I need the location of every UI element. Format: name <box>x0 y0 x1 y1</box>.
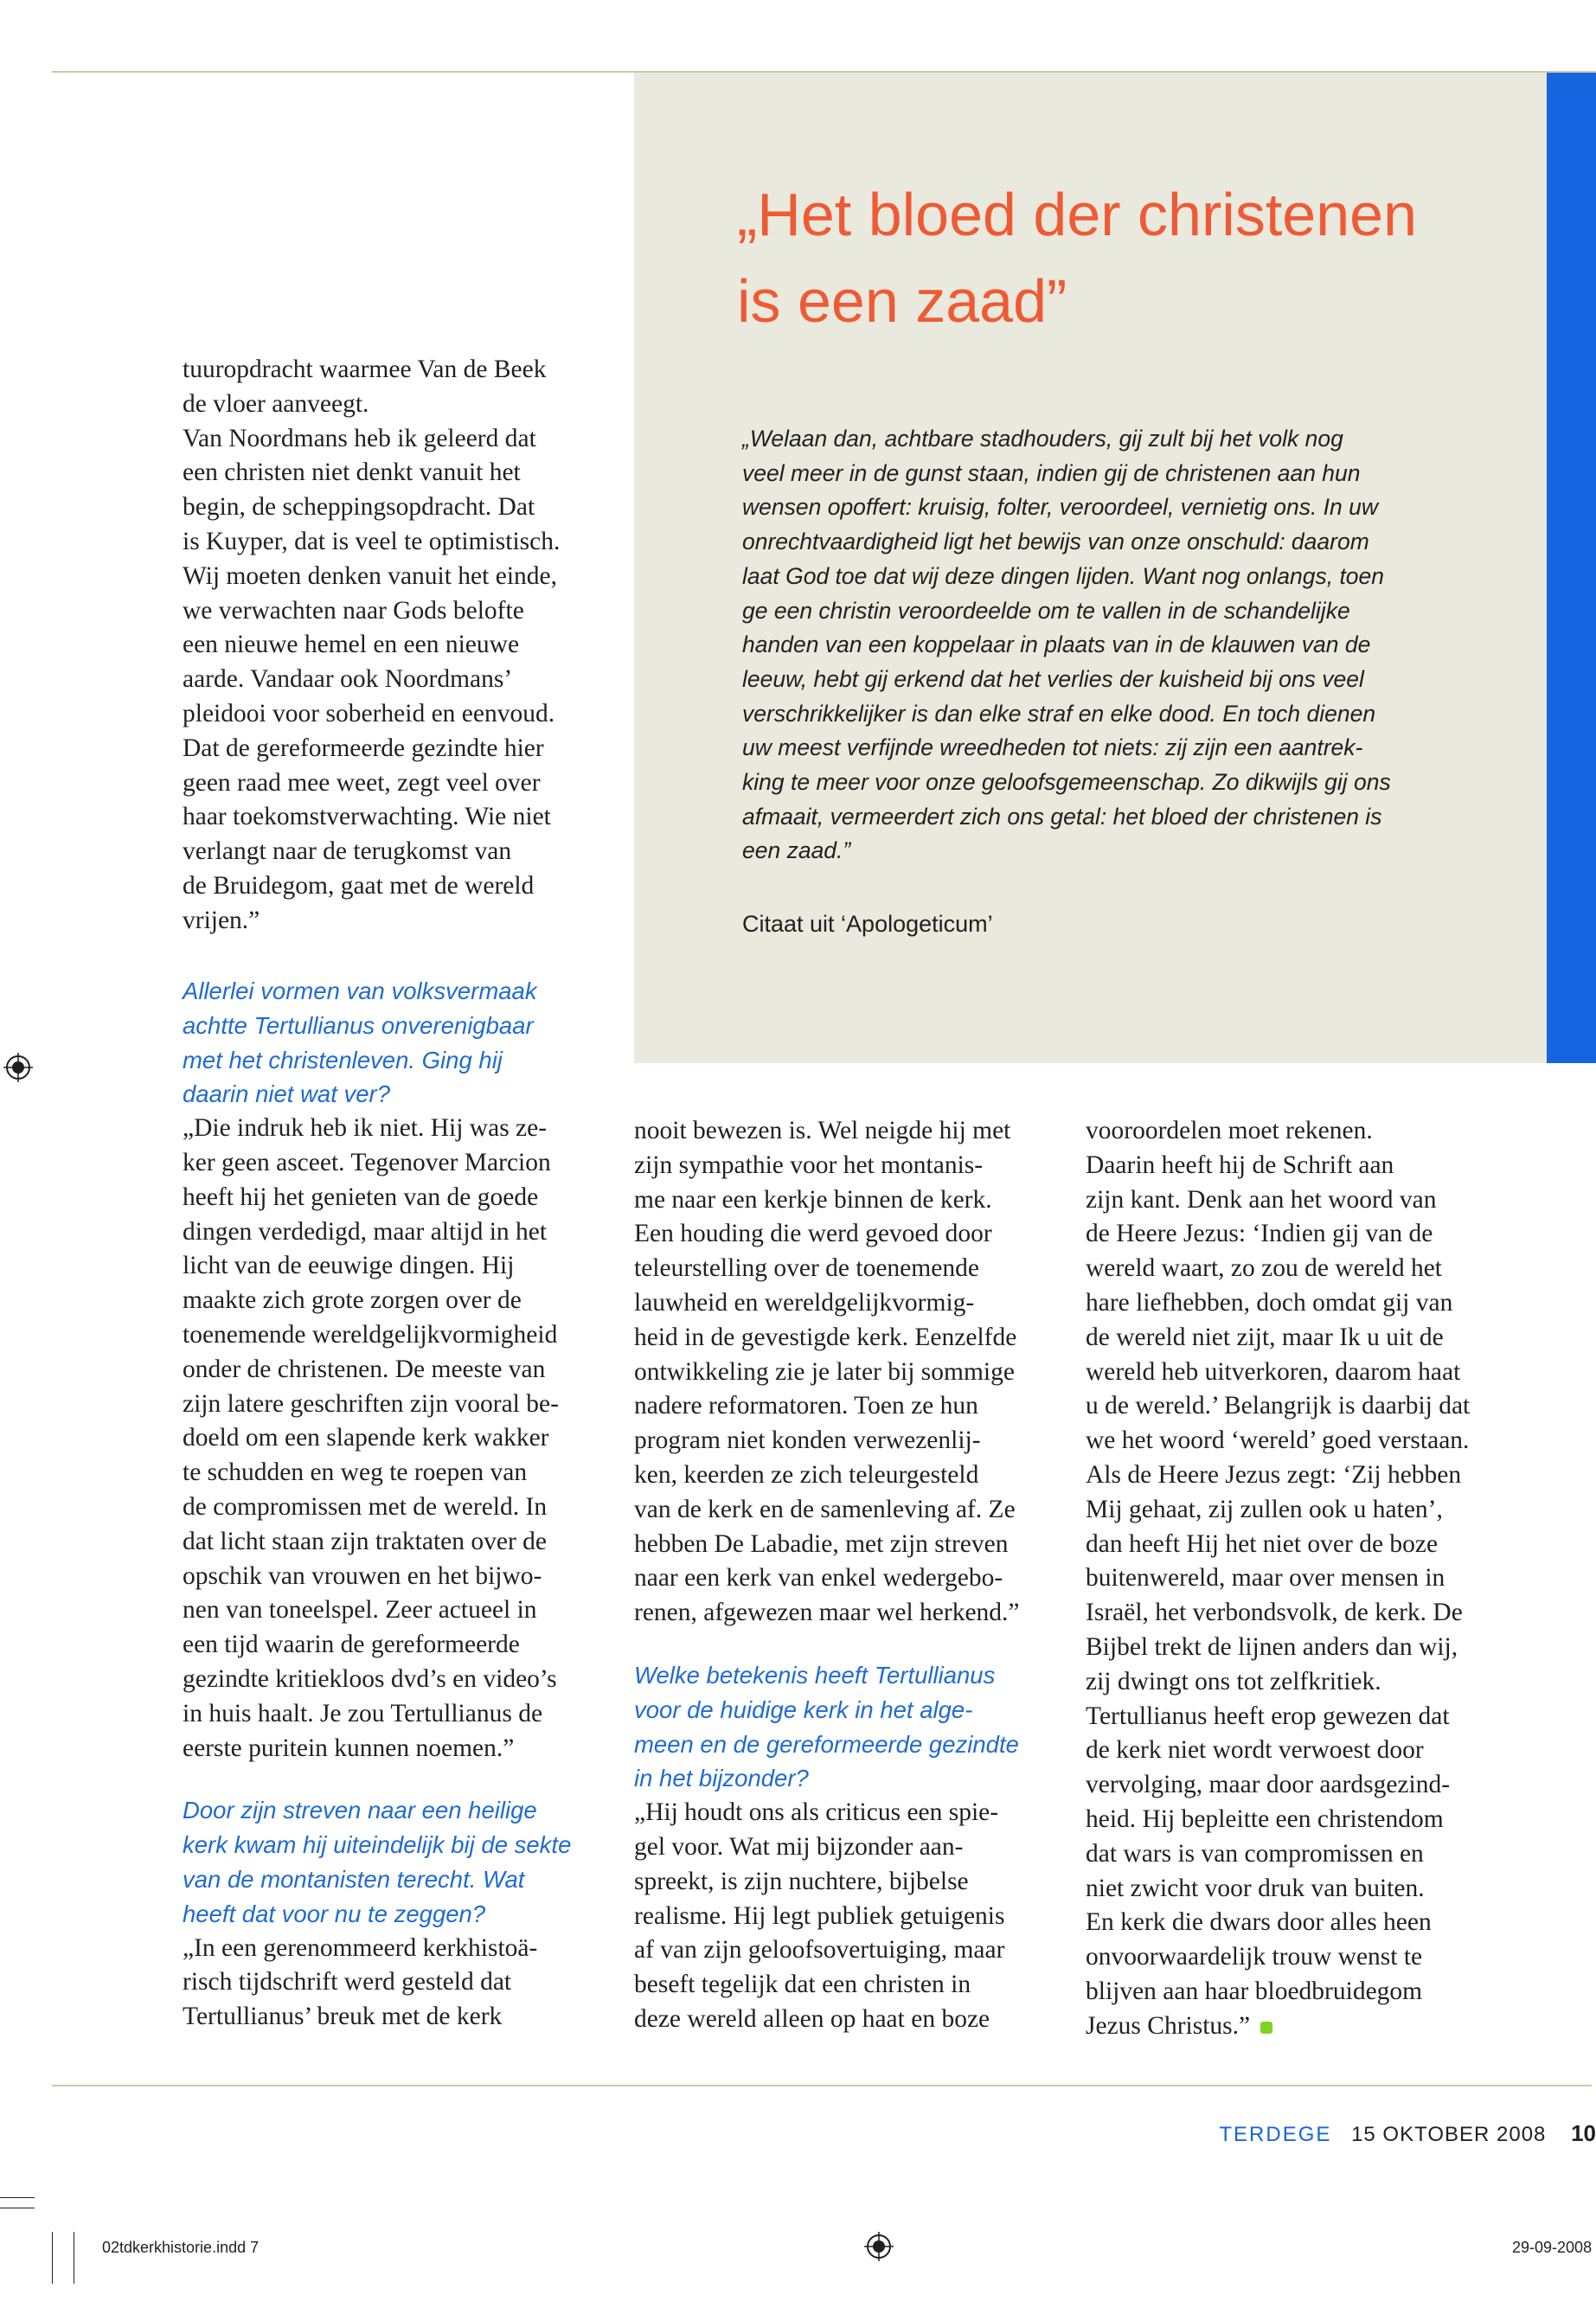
interview-answer <box>634 1796 1067 2037</box>
text-line: eerste puritein kunnen noemen.” <box>183 1734 515 1762</box>
text-line: te schudden en weg te roepen van <box>183 1458 528 1487</box>
text-line: toenemende wereldgelijkvormigheid <box>183 1320 558 1349</box>
text-line: hare liefhebben, doch omdat gij van <box>1086 1288 1453 1317</box>
text-line: in huis haalt. Je zou Tertullianus de <box>183 1699 543 1727</box>
text-line: een zaad.” <box>742 837 851 864</box>
crop-mark <box>52 2232 53 2284</box>
crop-mark <box>0 2197 35 2198</box>
text-line: buitenwereld, maar over mensen in <box>1086 1564 1445 1593</box>
text-line: lauwheid en wereldgelijkvormig- <box>634 1288 975 1317</box>
text-line: pleidooi voor soberheid en eenvoud. <box>183 699 555 727</box>
interview-answer <box>183 1112 624 1766</box>
text-line: een christen niet denkt vanuit het <box>183 458 521 487</box>
text-line: ontwikkeling zie je later bij sommige <box>634 1357 1015 1386</box>
slug-date: 29-09-2008 <box>1512 2239 1593 2256</box>
text-line: veel meer in de gunst staan, indien gij de christenen aan hun <box>742 459 1361 486</box>
interview-answer <box>183 1932 624 2035</box>
registration-mark-icon <box>3 1053 33 1082</box>
text-line: En kerk die dwars door alles heen <box>1086 1908 1432 1937</box>
text-line: met het christenleven. Ging hij <box>183 1046 503 1074</box>
text-line: opschik van vrouwen en het bijwo- <box>183 1561 542 1590</box>
text-line: tuuropdracht waarmee Van de Beek <box>183 356 547 383</box>
text-line: Tertullianus’ breuk met de kerk <box>183 2003 503 2031</box>
slug-filename: 02tdkerkhistorie.indd 7 <box>102 2239 260 2256</box>
text-line: heeft hij het genieten van de goede <box>183 1183 539 1211</box>
text-line: nooit bewezen is. Wel neigde hij met <box>634 1117 1011 1144</box>
text-line: zijn kant. Denk aan het woord van <box>1086 1185 1437 1214</box>
text-line: voor de huidige kerk in het alge- <box>634 1695 973 1723</box>
text-line: hebben De Labadie, met zijn streven <box>634 1529 1009 1558</box>
text-line: geen raad mee weet, zegt veel over <box>183 768 541 797</box>
text-line: van de montanisten terecht. Wat <box>183 1865 525 1893</box>
text-line: teleurstelling over de toenemende <box>634 1254 979 1283</box>
text-line: renen, afgewezen maar wel herkend.” <box>634 1599 1020 1627</box>
text-line: wereld heb uitverkoren, daarom haat <box>1086 1357 1461 1386</box>
sidebar-title-line: is een zaad” <box>737 267 1067 335</box>
text-line: wereld waart, zo zou de wereld het <box>1086 1254 1442 1283</box>
text-line: me naar een kerkje binnen de kerk. <box>634 1185 992 1214</box>
text-line: onvoorwaardelijk trouw wenst te <box>1086 1943 1423 1971</box>
text-line: de wereld niet zijt, maar Ik u uit de <box>1086 1323 1444 1351</box>
text-line: gel voor. Wat mij bijzonder aan- <box>634 1832 964 1861</box>
sidebar-title <box>737 171 1516 344</box>
text-line: afmaait, vermeerdert zich ons getal: het bloed der christenen is <box>742 803 1382 830</box>
sidebar-title-line: „Het bloed der christenen <box>737 181 1417 248</box>
text-line: Welke betekenis heeft Tertullianus <box>634 1661 996 1689</box>
text-line: dat wars is van compromissen en <box>1086 1839 1424 1868</box>
text-line: kerk kwam hij uiteindelijk bij de sekte <box>183 1831 572 1859</box>
text-line: de Heere Jezus: ‘Indien gij van de <box>1086 1220 1433 1248</box>
text-line: Mij gehaat, zij zullen ook u haten’, <box>1086 1495 1443 1523</box>
text-line: aarde. Vandaar ook Noordmans’ <box>183 665 513 694</box>
interview-question <box>183 974 624 1112</box>
text-line: vrijen.” <box>183 906 260 934</box>
text-line: gezindte kritiekloos dvd’s en video’s <box>183 1664 557 1693</box>
text-line: Daarin heeft hij de Schrift aan <box>1086 1150 1394 1179</box>
text-line: een nieuwe hemel en een nieuwe <box>183 631 520 659</box>
interview-answer <box>634 1114 1067 1631</box>
text-line: beseft tegelijk dat een christen in <box>634 1971 971 1999</box>
issue-date: 15 OKTOBER 2008 <box>1351 2123 1547 2146</box>
sidebar-quote <box>742 422 1486 868</box>
text-line: heeft dat voor nu te zeggen? <box>183 1900 486 1927</box>
text-line: spreekt, is zijn nuchtere, bijbelse <box>634 1867 969 1895</box>
text-line: Wij moeten denken vanuit het einde, <box>183 561 557 590</box>
section-color-tab <box>1547 73 1596 1063</box>
text-line: realisme. Hij legt publiek getuigenis <box>634 1901 1005 1930</box>
text-line: deze wereld alleen op haat en boze <box>634 2004 990 2033</box>
registration-mark-icon <box>864 2232 894 2261</box>
text-line: ge een christin veroordeelde om te vallen in de schandelijke <box>742 597 1350 624</box>
text-line: een tijd waarin de gereformeerde <box>183 1631 520 1659</box>
text-line: blijven aan haar bloedbruidegom <box>1086 1977 1423 2005</box>
text-line: begin, de scheppingsopdracht. Dat <box>183 493 535 522</box>
end-of-article-icon <box>1260 2022 1272 2034</box>
text-line: u de wereld.’ Belangrijk is daarbij dat <box>1086 1392 1471 1420</box>
text-line: vervolging, maar door aardsgezind- <box>1086 1771 1451 1799</box>
text-line: in het bijzonder? <box>634 1765 809 1792</box>
text-line: we het woord ‘wereld’ goed verstaan. <box>1086 1426 1470 1455</box>
text-line: dan heeft Hij het niet over de boze <box>1086 1529 1439 1558</box>
text-line: achtte Tertullianus onverenigbaar <box>183 1011 534 1039</box>
text-line: de vloer aanveegt. <box>183 389 369 418</box>
text-line: onder de christenen. De meeste van <box>183 1355 546 1383</box>
text-line: de kerk niet wordt verwoest door <box>1086 1736 1424 1765</box>
text-line: niet zwicht voor druk van buiten. <box>1086 1874 1425 1902</box>
text-line: Bijbel trekt de lijnen anders dan wij, <box>1086 1632 1458 1661</box>
text-line: de compromissen met de wereld. In <box>183 1492 548 1521</box>
text-line: maakte zich grote zorgen over de <box>183 1286 522 1315</box>
text-line: Een houding die werd gevoed door <box>634 1220 992 1248</box>
text-line: king te meer voor onze geloofsgemeenschap. Zo dikwijls gij ons <box>742 769 1391 796</box>
column-3 <box>1086 1114 1522 2044</box>
text-line: Tertullianus heeft erop gewezen dat <box>1086 1702 1450 1730</box>
column-2 <box>634 1114 1067 2037</box>
text-line: handen van een koppelaar in plaats van in de klauwen van de <box>742 631 1371 658</box>
text-line: heid in de gevestigde kerk. Eenzelfde <box>634 1323 1017 1351</box>
text-line: Van Noordmans heb ik geleerd dat <box>183 424 536 452</box>
column-1-bottom <box>183 974 624 2035</box>
text-line: daarin niet wat ver? <box>183 1080 390 1108</box>
text-line: nen van toneelspel. Zeer actueel in <box>183 1596 537 1625</box>
text-line: meen en de gereformeerde gezindte <box>634 1730 1019 1758</box>
text-line: doeld om een slapende kerk wakker <box>183 1424 549 1452</box>
bottom-rule <box>52 2085 1592 2086</box>
text-line: de Bruidegom, gaat met de wereld <box>183 871 535 900</box>
text-line: ken, keerden ze zich teleurgesteld <box>634 1460 979 1489</box>
text-line: Jezus Christus.” <box>1086 2009 1522 2044</box>
page-footer <box>1219 2118 1596 2150</box>
text-line: Allerlei vormen van volksvermaak <box>183 977 537 1004</box>
magazine-brand: TERDEGE <box>1219 2123 1332 2146</box>
page-number: 10 <box>1571 2120 1596 2146</box>
text-line: „In een gerenommeerd kerkhistoä- <box>183 1933 538 1962</box>
text-line: af van zijn geloofsovertuiging, maar <box>634 1936 1005 1965</box>
text-line: dingen verdedigd, maar altijd in het <box>183 1217 548 1246</box>
text-line: Dat de gereformeerde gezindte hier <box>183 734 544 762</box>
text-line: „Welaan dan, achtbare stadhouders, gij zult bij het volk nog <box>742 426 1343 452</box>
text-line: zij dwingt ons tot zelfkritiek. <box>1086 1667 1381 1695</box>
text-line: vooroordelen moet rekenen. <box>1086 1117 1373 1144</box>
sidebar-source: Citaat uit ‘Apologeticum’ <box>742 911 993 937</box>
text-line: program niet konden verwezenlij- <box>634 1426 981 1455</box>
text-line: dat licht staan zijn traktaten over de <box>183 1527 548 1555</box>
interview-question <box>634 1658 1067 1796</box>
text-line: heid. Hij bepleitte een christendom <box>1086 1804 1444 1833</box>
text-line: zijn latere geschriften zijn vooral be- <box>183 1389 559 1418</box>
text-line: van de kerk en de samenleving af. Ze <box>634 1495 1016 1523</box>
text-line: leeuw, hebt gij erkend dat het verlies der kuisheid bij ons veel <box>742 665 1364 692</box>
text-line: licht van de eeuwige dingen. Hij <box>183 1252 515 1280</box>
text-line: we verwachten naar Gods belofte <box>183 596 524 625</box>
text-line: ker geen asceet. Tegenover Marcion <box>183 1148 551 1176</box>
text-line: wensen opoffert: kruisig, folter, veroordeel, vernietig ons. In uw <box>742 494 1379 521</box>
text-line: „Die indruk heb ik niet. Hij was ze- <box>183 1114 548 1143</box>
text-line: nadere reformatoren. Toen ze hun <box>634 1392 978 1420</box>
text-line: verlangt naar de terugkomst van <box>183 837 512 866</box>
text-line: is Kuyper, dat is veel te optimistisch. <box>183 527 561 555</box>
text-line: zijn sympathie voor het montanis- <box>634 1150 984 1179</box>
text-line: laat God toe dat wij deze dingen lijden. Want nog onlangs, toen <box>742 562 1385 589</box>
text-line: Als de Heere Jezus zegt: ‘Zij hebben <box>1086 1460 1462 1489</box>
text-line: onrechtvaardigheid ligt het bewijs van onze onschuld: daarom <box>742 529 1369 555</box>
interview-question <box>183 1793 624 1931</box>
text-line: verschrikkelijker is dan elke straf en elke dood. En toch dienen <box>742 700 1376 727</box>
text-line: naar een kerk van enkel wedergebo- <box>634 1564 1003 1593</box>
text-line: haar toekomstverwachting. Wie niet <box>183 803 551 831</box>
interview-answer <box>1086 1114 1522 2044</box>
text-line: Israël, het verbondsvolk, de kerk. De <box>1086 1599 1463 1627</box>
text-line: Door zijn streven naar een heilige <box>183 1797 537 1824</box>
text-line: „Hij houdt ons als criticus een spie- <box>634 1798 999 1827</box>
text-line: risch tijdschrift werd gesteld dat <box>183 1968 512 1997</box>
text-line: uw meest verfijnde wreedheden tot niets: zij zijn een aantrek- <box>742 734 1363 761</box>
column-1-top <box>183 353 624 939</box>
